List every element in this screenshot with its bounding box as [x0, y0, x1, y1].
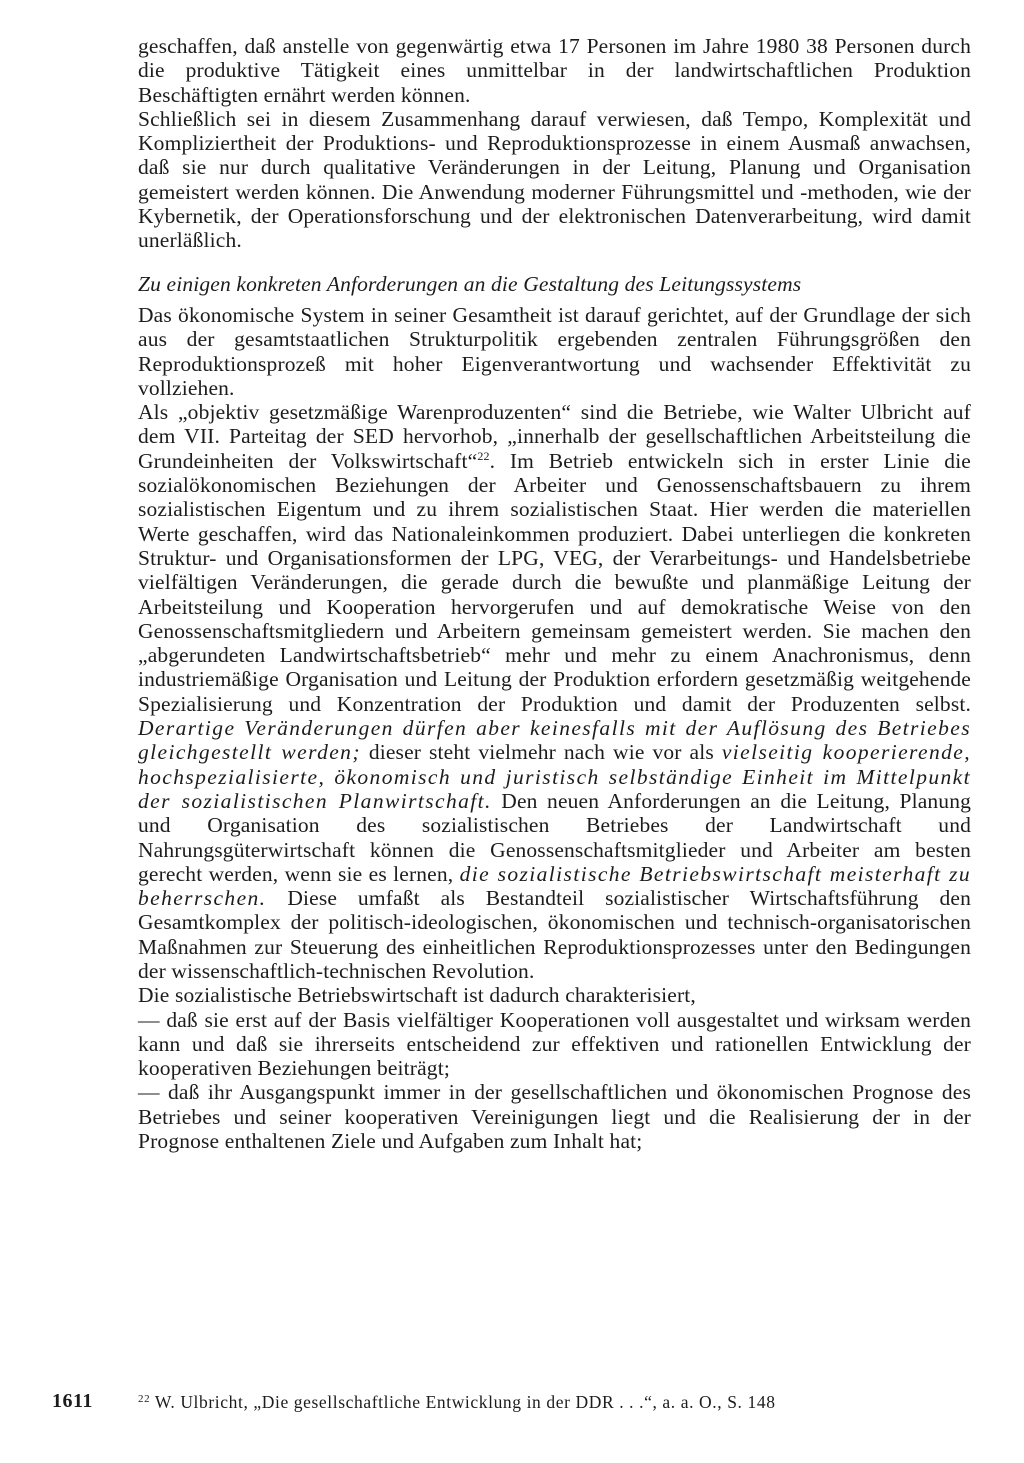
emphasis-text: die sozialistische Betriebswirtschaft meisterhaft zu beherrschen. — [138, 861, 972, 911]
paragraph-intro: geschaffen, daß anstelle von gegenwärtig etwa 17 Personen im Jahre 1980 38 Personen durch die produktive Tätigkeit eines unmittelbar in der landwirtschaftlichen Produktion Beschäftigten ernährt werden können. — [138, 34, 971, 107]
page-body — [138, 34, 971, 1153]
footnote-marker: 22 — [138, 1393, 151, 1405]
paragraph-enterprises — [138, 400, 971, 983]
footnote — [138, 1392, 938, 1413]
text-segment: . Im Betrieb entwickeln sich in erster Linie die sozialökonomischen Beziehungen der Arbeiter und Genossenschaftsbauern zu ihrem sozialistischen Eigentum und zu ihrem sozialistischen Staat. Hier werden die materiellen Werte geschaffen, wird das Nationaleinkommen produziert. Dabei unterliegen die konkreten Struktur- und Organisationsformen der LPG, VEG, der Verarbeitungs- und Handelsbetriebe vielfältigen Veränderungen, die gerade durch die bewußte und planmäßige Leitung der Arbeitsteilung und Kooperation hervorgerufen und auf demokratische Weise von den Genossenschaftsmitgliedern und Arbeitern gemeinsam gemeistert werden. Sie machen den „abgerundeten Landwirtschaftsbetrieb“ mehr und mehr zu einem Anachronismus, denn industriemäßige Organisation und Leitung der Produktion erfordern gesetzmäßig weitgehende Spezialisierung und Konzentration der Produktion und damit der Produzenten selbst. — [138, 448, 972, 716]
dash-item-2: — daß ihr Ausgangspunkt immer in der gesellschaftlichen und ökonomischen Prognose des Betriebes und seiner kooperativen Vereinigungen liegt und die Realisierung der in der Prognose enthaltenen Ziele und Aufgaben zum Inhalt hat; — [138, 1080, 971, 1154]
text-segment: Als „objektiv gesetzmäßige Warenproduzenten“ sind die Betriebe, wie Walter Ulbricht auf dem VII. Parteitag der SED hervorhob, „innerhalb der gesellschaftlichen Arbeitsteilung die Grundeinheiten der Volkswirtschaft“ — [138, 400, 971, 473]
text-segment: dieser steht vielmehr nach wie vor als — [360, 740, 722, 765]
page-number: 1611 — [52, 1390, 93, 1412]
paragraph-economic-system: Das ökonomische System in seiner Gesamtheit ist darauf gerichtet, auf der Grundlage der sich aus der gesamtstaatlichen Strukturpolitik ergebenden zentralen Führungsgrößen den Reproduktionsprozeß mit hoher Eigenverantwortung und wachsender Effektivität zu vollziehen. — [138, 302, 971, 400]
dash-item-1: — daß sie erst auf der Basis vielfältiger Kooperationen voll ausgestaltet und wirksam werden kann und daß sie ihrerseits entscheidend zur effektiven und rationellen Entwicklung der kooperativen Beziehungen beiträgt; — [138, 1007, 971, 1081]
paragraph-complexity: Schließlich sei in diesem Zusammenhang darauf verwiesen, daß Tempo, Komplexität und Kompliziertheit der Produktions- und Reproduktionsprozesse in einem Ausmaß anwachsen, daß sie nur durch qualitative Veränderungen in der Leitung, Planung und Organisation gemeistert werden können. Die Anwendung moderner Führungsmittel und -methoden, wie der Kybernetik, der Operationsforschung und der elektronischen Datenverarbeitung, wird damit unerläßlich. — [138, 106, 971, 253]
emphasis-text: Derartige Veränderungen dürfen aber keinesfalls mit der Auflösung des Betriebes gleichgestellt werden; — [138, 716, 971, 765]
text-segment: Diese umfaßt als Bestandteil sozialistischer Wirtschaftsführung den Gesamtkomplex der politisch-ideologischen, ökonomischen und technisch-organisatorischen Maßnahmen zur Steuerung des einheitlichen Reproduktionsprozesses unter den Bedingungen der wissenschaftlich-technischen Revolution. — [138, 886, 971, 983]
footnote-reference: 22 — [477, 448, 490, 463]
section-heading: Zu einigen konkreten Anforderungen an die Gestaltung des Leitungssystems — [138, 271, 802, 296]
paragraph-characterization: Die sozialistische Betriebswirtschaft ist dadurch charakterisiert, — [138, 983, 696, 1008]
footnote-text: W. Ulbricht, „Die gesellschaftliche Entwicklung in der DDR . . .“, a. a. O., S. 148 — [150, 1392, 776, 1412]
emphasis-text: vielseitig kooperierende, hochspezialisierte, ökonomisch und juristisch selbständige Einheit im Mittelpunkt der sozialistischen Planwirtschaft. — [138, 740, 971, 813]
text-segment: Den neuen Anforderungen an die Leitung, Planung und Organisation des sozialistischen Betriebes der Landwirtschaft und Nahrungsgüterwirtschaft können die Genossenschaftsmitglieder und Arbeiter am besten gerecht werden, wenn sie es lernen, — [138, 788, 972, 886]
page-footer — [0, 1390, 1024, 1420]
